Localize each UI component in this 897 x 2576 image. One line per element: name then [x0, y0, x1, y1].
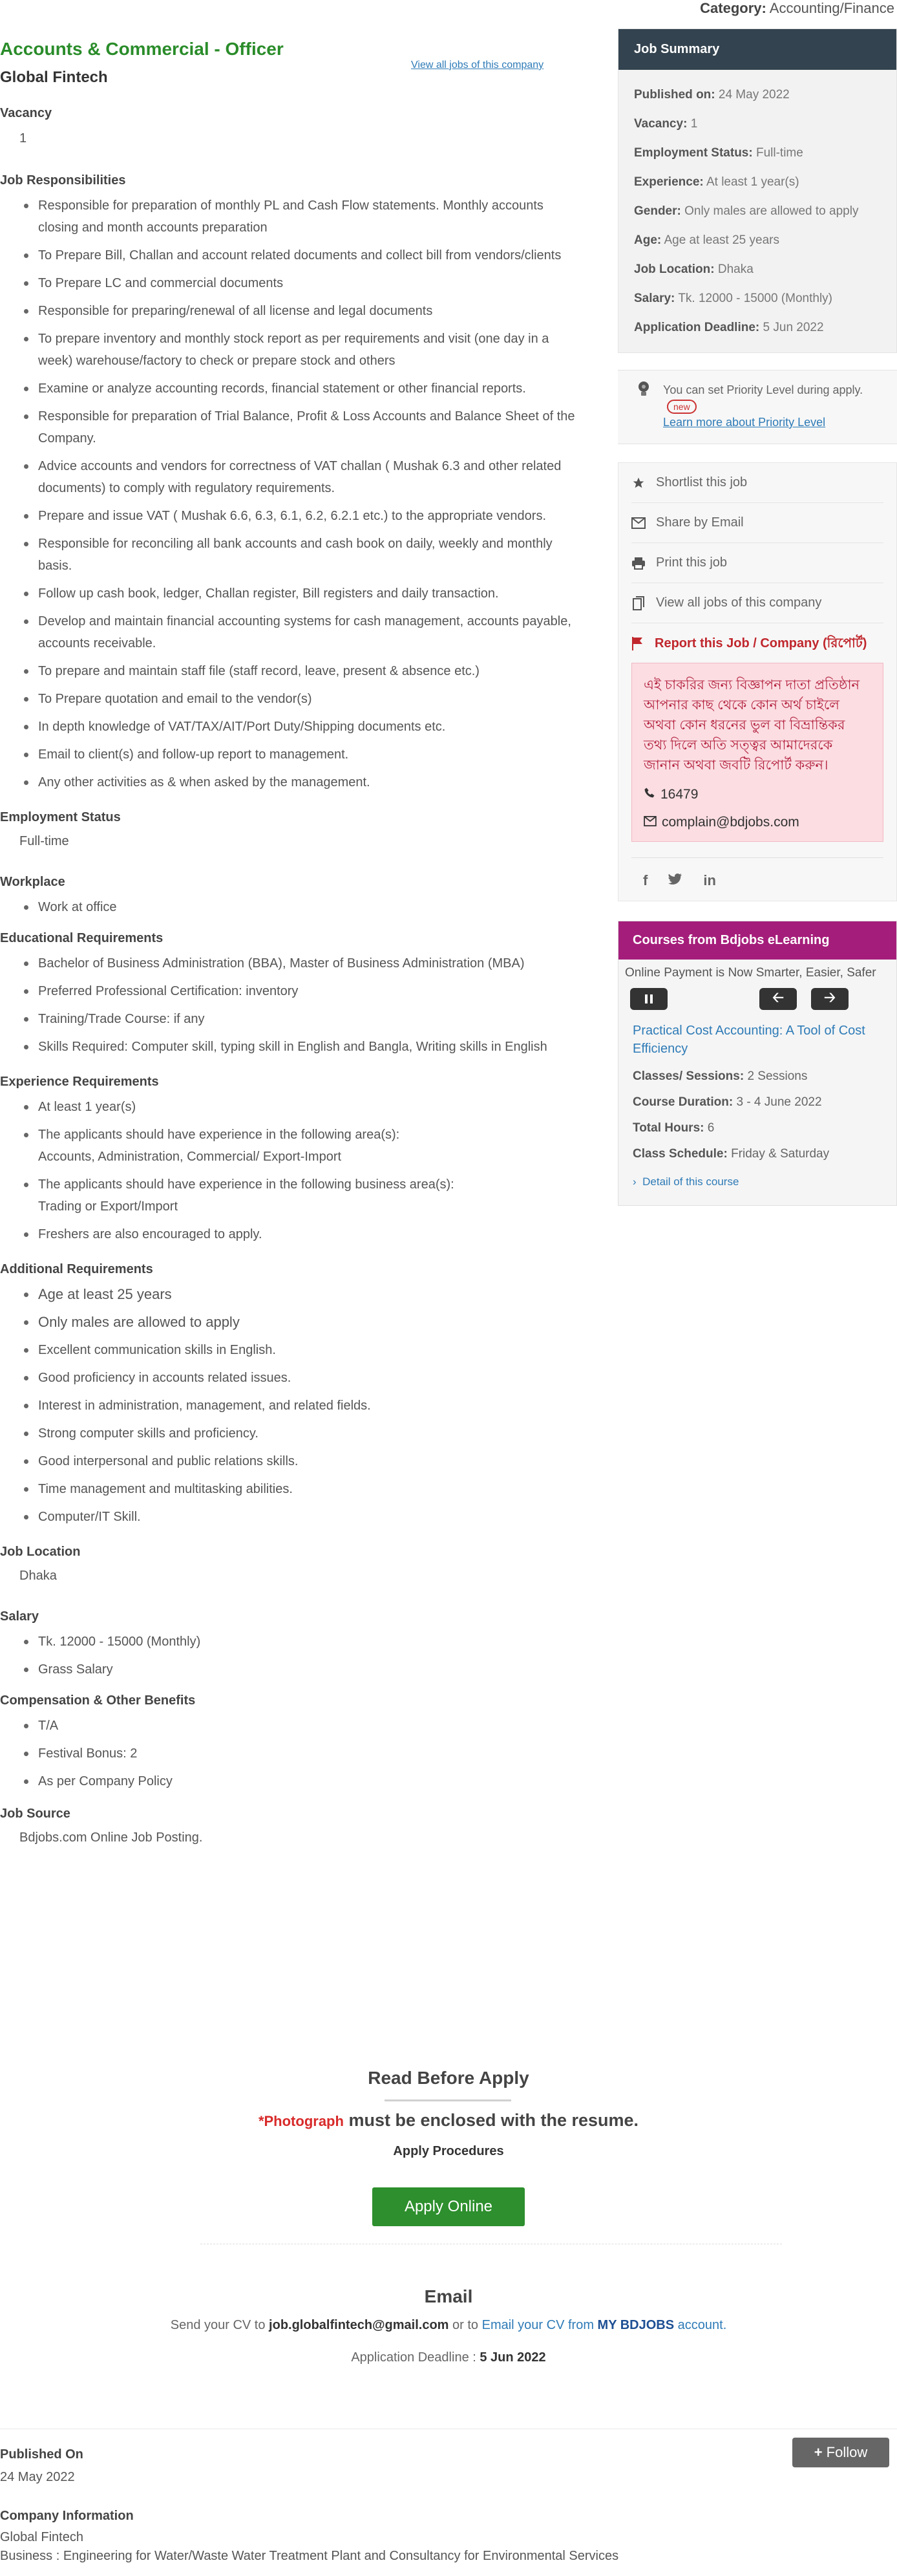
printer-icon: [631, 556, 646, 570]
summary-row: [634, 86, 881, 104]
email-heading: Email: [424, 2286, 473, 2306]
responsibility-item: Prepare and issue VAT ( Mushak 6.6, 6.3, 6.1, 6.2, 6.2.1 etc.) to the appropriate vendors.: [0, 505, 575, 527]
send-cv-prefix: Send your CV to: [170, 2318, 269, 2332]
responsibility-item: Follow up cash book, ledger, Challan register, Bill registers and daily transaction.: [0, 583, 575, 605]
benefit-item: As per Company Policy: [0, 1770, 575, 1792]
email-cv-link-text: Email your CV from: [481, 2318, 598, 2332]
report-phone-number: 16479: [660, 787, 699, 802]
shortlist-button[interactable]: [631, 463, 883, 503]
copy-icon: [631, 596, 646, 610]
responsibility-item: To prepare and maintain staff file (staff record, leave, present & absence etc.): [0, 660, 575, 682]
heading-divider: [385, 2099, 511, 2101]
responsibility-item: Responsible for preparation of Trial Balance, Profit & Loss Accounts and Balance Sheet of the Company.: [0, 405, 575, 449]
elearning-body: [618, 960, 896, 1205]
additional-item: Strong computer skills and proficiency.: [0, 1422, 575, 1444]
summary-label: Experience:: [634, 175, 704, 189]
responsibilities-list: [0, 195, 575, 793]
linkedin-icon[interactable]: in: [703, 872, 716, 888]
course-row-label: Classes/ Sessions:: [633, 1069, 744, 1083]
responsibilities-heading: Job Responsibilities: [0, 173, 126, 188]
published-on-value: 24 May 2022: [0, 2470, 75, 2484]
course-row-label: Class Schedule:: [633, 1147, 728, 1161]
education-item: Bachelor of Business Administration (BBA), Master of Business Administration (MBA): [0, 952, 575, 974]
experience-item: [0, 1124, 575, 1168]
job-source-heading: Job Source: [0, 1807, 70, 1821]
report-notice-box: [631, 663, 883, 842]
send-cv-instructions: [0, 2318, 897, 2333]
summary-value: 24 May 2022: [718, 88, 790, 102]
job-details: [0, 32, 575, 1845]
summary-value: Age at least 25 years: [664, 233, 779, 247]
share-email-button[interactable]: [631, 503, 883, 543]
education-item: Training/Trade Course: if any: [0, 1008, 575, 1030]
category-label: Category:: [700, 0, 766, 16]
apply-email-address: job.globalfintech@gmail.com: [269, 2318, 449, 2332]
priority-text: You can set Priority Level during apply.: [663, 383, 863, 396]
summary-row: [634, 173, 881, 191]
summary-value: At least 1 year(s): [706, 175, 799, 189]
benefits-list: [0, 1715, 575, 1792]
company-name: Global Fintech: [0, 69, 108, 86]
summary-row: [634, 115, 881, 133]
course-row: [633, 1121, 896, 1135]
workplace-heading: Workplace: [0, 875, 65, 889]
course-detail-label: Detail of this course: [642, 1175, 739, 1188]
experience-text: Freshers are also encouraged to apply.: [38, 1227, 262, 1241]
additional-key-item: Age at least 25 years: [0, 1283, 575, 1305]
company-information: [0, 2509, 618, 2564]
elearning-marquee: Online Payment is Now Smarter, Easier, Safer: [625, 966, 876, 980]
summary-label: Application Deadline:: [634, 321, 760, 334]
additional-item: Time management and multitasking abilities.: [0, 1478, 575, 1500]
summary-label: Vacancy:: [634, 117, 688, 131]
benefits-heading: Compensation & Other Benefits: [0, 1693, 196, 1708]
new-badge: new: [667, 400, 697, 414]
employment-status-heading: Employment Status: [0, 810, 121, 824]
responsibility-item: Responsible for reconciling all bank accounts and cash book on daily, weekly and monthly basis.: [0, 533, 575, 577]
location-heading: Job Location: [0, 1545, 81, 1559]
course-row-value: 2 Sessions: [747, 1069, 808, 1083]
summary-row: [634, 202, 881, 220]
experience-area: Trading or Export/Import: [38, 1199, 178, 1214]
course-row-value: Friday & Saturday: [731, 1147, 830, 1161]
deadline-label: Application Deadline :: [351, 2350, 480, 2365]
priority-learn-link[interactable]: Learn more about Priority Level: [663, 416, 826, 429]
summary-row: [634, 290, 881, 308]
responsibility-item: In depth knowledge of VAT/TAX/AIT/Port Duty/Shipping documents etc.: [0, 716, 575, 738]
job-title: Accounts & Commercial - Officer: [0, 39, 284, 59]
arrow-left-icon[interactable]: 🡠: [759, 988, 797, 1010]
print-label: Print this job: [656, 555, 728, 570]
follow-button[interactable]: [792, 2438, 889, 2467]
responsibility-item: Advice accounts and vendors for correctness of VAT challan ( Mushak 6.3 and other related documents) to comply with regulatory requirements.: [0, 455, 575, 499]
benefit-item: T/A: [0, 1715, 575, 1737]
share-email-label: Share by Email: [656, 515, 744, 530]
responsibility-item: Email to client(s) and follow-up report to management.: [0, 744, 575, 766]
apply-procedures-heading: Apply Procedures: [393, 2144, 504, 2158]
company-info-label: Company Information: [0, 2509, 134, 2523]
social-share: [631, 857, 883, 889]
elearning-title: Courses from Bdjobs eLearning: [618, 921, 896, 960]
elearning-panel: [618, 921, 897, 1206]
shortlist-label: Shortlist this job: [656, 475, 748, 489]
application-deadline: [0, 2350, 897, 2365]
follow-label: Follow: [826, 2444, 868, 2460]
additional-key-list: [0, 1283, 575, 1333]
photograph-notice: [0, 2110, 897, 2131]
envelope-icon: [644, 812, 657, 832]
experience-text: The applicants should have experience in the following area(s):: [38, 1128, 400, 1142]
education-item: Skills Required: Computer skill, typing skill in English and Bangla, Writing skills in English: [0, 1036, 575, 1058]
apply-online-button[interactable]: Apply Online: [372, 2187, 525, 2226]
view-all-company-jobs-button[interactable]: [631, 583, 883, 623]
responsibility-item: Responsible for preparation of monthly PL and Cash Flow statements. Monthly accounts closing and month accounts preparation: [0, 195, 575, 239]
course-details: [633, 1069, 896, 1161]
experience-item: [0, 1174, 575, 1218]
additional-key-item: Only males are allowed to apply: [0, 1311, 575, 1333]
course-row-value: 6: [707, 1121, 715, 1135]
email-cv-link-suffix: account.: [674, 2318, 727, 2332]
deadline-value: 5 Jun 2022: [480, 2350, 546, 2365]
job-summary-body: [618, 70, 896, 352]
responsibility-item: To Prepare Bill, Challan and account related documents and collect bill from vendors/clients: [0, 244, 575, 266]
job-summary-title: Job Summary: [618, 29, 896, 70]
course-row-label: Course Duration:: [633, 1095, 733, 1109]
additional-item: Interest in administration, management, and related fields.: [0, 1395, 575, 1417]
additional-heading: Additional Requirements: [0, 1262, 153, 1276]
flag-icon: [631, 636, 643, 655]
summary-row: [634, 319, 881, 337]
experience-item: [0, 1096, 575, 1118]
course-row: [633, 1095, 896, 1110]
summary-label: Age:: [634, 233, 662, 247]
education-item: Preferred Professional Certification: inventory: [0, 980, 575, 1002]
print-button[interactable]: [631, 543, 883, 583]
report-notice-text: এই চাকরির জন্য বিজ্ঞাপন দাতা প্রতিষ্ঠান আপনার কাছ থেকে কোন অর্থ চাইলে অথবা কোন ধরনের ভুল বা বিভ্রান্তিকর তথ্য দিলে অতি সত্ত্বর আমাদেরকে জানান অথবা জবটি রিপোর্ট করুন।: [644, 678, 860, 773]
experience-text: At least 1 year(s): [38, 1100, 136, 1114]
summary-label: Salary:: [634, 292, 675, 305]
pause-icon[interactable]: [630, 988, 668, 1010]
facebook-icon[interactable]: f: [643, 872, 648, 888]
lightbulb-icon: [637, 381, 650, 398]
experience-heading: Experience Requirements: [0, 1075, 159, 1089]
summary-label: Published on:: [634, 88, 715, 102]
summary-value: 5 Jun 2022: [763, 321, 824, 334]
workplace-list: [0, 896, 575, 918]
summary-label: Job Location:: [634, 263, 715, 276]
additional-item: Computer/IT Skill.: [0, 1506, 575, 1528]
summary-row: [634, 261, 881, 279]
responsibility-item: To prepare inventory and monthly stock report as per requirements and visit (one day in a week) warehouse/factory to check or prepare stock and others: [0, 328, 575, 372]
experience-list: [0, 1096, 575, 1245]
salary-item: Tk. 12000 - 15000 (Monthly): [0, 1631, 575, 1653]
view-all-company-jobs-label: View all jobs of this company: [656, 596, 822, 610]
company-business: Business : Engineering for Water/Waste Water Treatment Plant and Consultancy for Environmental Services: [0, 2549, 619, 2563]
summary-label: Employment Status:: [634, 146, 753, 160]
responsibility-item: Responsible for preparing/renewal of all license and legal documents: [0, 300, 575, 322]
summary-value: Dhaka: [717, 263, 754, 276]
course-title-link[interactable]: Practical Cost Accounting: A Tool of Cost Efficiency: [633, 1024, 865, 1056]
vacancy-value: 1: [19, 131, 27, 145]
additional-item: Good interpersonal and public relations skills.: [0, 1450, 575, 1472]
experience-area: Accounts, Administration, Commercial/ Export-Import: [38, 1150, 342, 1164]
envelope-icon: [631, 516, 646, 530]
responsibility-item: Develop and maintain financial accounting systems for cash management, accounts payable, accounts receivable.: [0, 610, 575, 654]
education-list: [0, 952, 575, 1058]
report-job-label: Report this Job / Company (রিপোর্ট): [655, 636, 867, 650]
photograph-notice-text: must be enclosed with the resume.: [343, 2110, 639, 2130]
experience-item: [0, 1223, 575, 1245]
responsibility-item: Any other activities as & when asked by the management.: [0, 771, 575, 793]
education-heading: Educational Requirements: [0, 931, 164, 945]
summary-row: [634, 144, 881, 162]
salary-item: Grass Salary: [0, 1658, 575, 1680]
job-summary-panel: [618, 28, 897, 353]
employment-status-value: Full-time: [19, 834, 69, 848]
summary-value: Full-time: [755, 146, 803, 160]
course-row-value: 3 - 4 June 2022: [736, 1095, 822, 1109]
summary-value: Only males are allowed to apply: [684, 204, 859, 218]
benefit-item: Festival Bonus: 2: [0, 1743, 575, 1765]
additional-item: Good proficiency in accounts related issues.: [0, 1367, 575, 1389]
report-phone: [644, 784, 871, 804]
carousel-controls: [633, 988, 896, 1010]
photograph-required-label: *Photograph: [258, 2113, 344, 2129]
category-value: Accounting/Finance: [769, 0, 894, 16]
chevron-right-icon: ›: [633, 1175, 637, 1188]
category-breadcrumb: [700, 0, 894, 17]
additional-list: [0, 1339, 575, 1528]
course-row: [633, 1069, 896, 1084]
star-icon: [631, 476, 646, 490]
location-value: Dhaka: [19, 1569, 57, 1583]
priority-notice: [618, 370, 897, 444]
summary-label: Gender:: [634, 204, 681, 218]
sidebar: [618, 28, 897, 1206]
twitter-icon[interactable]: [668, 872, 682, 889]
summary-value: Tk. 12000 - 15000 (Monthly): [678, 292, 832, 305]
additional-item: Excellent communication skills in English.: [0, 1339, 575, 1361]
view-all-jobs-link[interactable]: View all jobs of this company: [411, 59, 544, 70]
job-source-value: Bdjobs.com Online Job Posting.: [19, 1830, 203, 1845]
published-on-label: Published On: [0, 2447, 83, 2462]
report-email: [644, 812, 871, 832]
salary-heading: Salary: [0, 1609, 39, 1624]
report-email-address: complain@bdjobs.com: [662, 815, 799, 830]
course-row: [633, 1147, 896, 1161]
responsibility-item: To Prepare quotation and email to the vendor(s): [0, 688, 575, 710]
vacancy-heading: Vacancy: [0, 106, 52, 120]
arrow-right-icon[interactable]: 🡢: [811, 988, 849, 1010]
summary-row: [634, 231, 881, 250]
job-actions-panel: [618, 462, 897, 901]
salary-list: [0, 1631, 575, 1680]
published-on-section: [0, 2447, 83, 2485]
course-detail-link[interactable]: [633, 1175, 896, 1188]
send-cv-mid: or to: [448, 2318, 482, 2332]
workplace-item: Work at office: [0, 896, 575, 918]
report-job-link[interactable]: [631, 623, 883, 655]
email-cv-link[interactable]: [482, 2318, 727, 2332]
plus-icon: +: [814, 2444, 823, 2460]
phone-icon: [644, 784, 655, 804]
my-bdjobs-label: MY BDJOBS: [597, 2318, 675, 2332]
summary-value: 1: [690, 117, 698, 131]
read-before-apply-heading: Read Before Apply: [368, 2068, 529, 2088]
responsibility-item: To Prepare LC and commercial documents: [0, 272, 575, 294]
experience-text: The applicants should have experience in the following business area(s):: [38, 1177, 454, 1192]
responsibility-item: Examine or analyze accounting records, financial statement or other financial reports.: [0, 378, 575, 400]
course-row-label: Total Hours:: [633, 1121, 704, 1135]
company-info-name: Global Fintech: [0, 2530, 83, 2544]
